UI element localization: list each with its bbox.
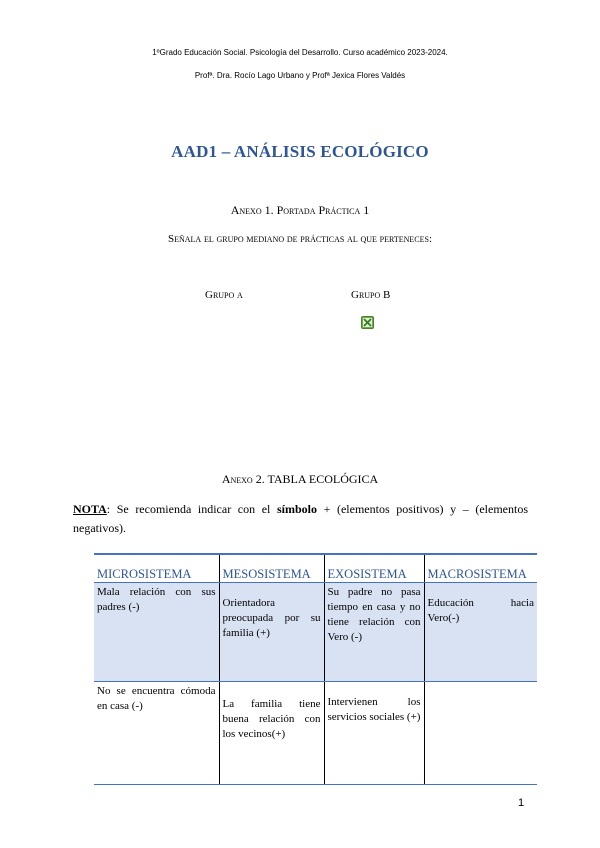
- annex1-heading: Anexo 1. Portada Práctica 1: [230, 203, 370, 217]
- table-cell: No se encuentra cómoda en casa (-): [94, 682, 219, 785]
- note-text-1: : Se recomienda indicar con el: [106, 502, 277, 516]
- page-number: 1: [518, 797, 525, 809]
- note-paragraph: [73, 500, 528, 538]
- header-mesosistema: MESOSISTEMA: [219, 554, 324, 583]
- annex2-label-prefix: Anexo 2.: [221, 472, 265, 486]
- group-instruction: Señala el grupo mediano de prácticas al que perteneces:: [167, 233, 433, 245]
- table-cell: La familia tiene buena relación con los vecinos(+): [219, 682, 324, 785]
- checkbox-x-icon[interactable]: [361, 316, 374, 329]
- header-line-1: 1ºGrado Educación Social. Psicología del Desarrollo. Curso académico 2023-2024.: [152, 48, 448, 57]
- table-cell: [424, 682, 537, 785]
- group-b-label: Grupo B: [351, 289, 391, 301]
- annex2-label-rest: TABLA ECOLÓGICA: [264, 472, 379, 486]
- header-line-2: Profª. Dra. Rocío Lago Urbano y Profª Jexica Flores Valdés: [194, 71, 406, 80]
- annex2-heading: [0, 472, 600, 487]
- note-label: NOTA: [73, 502, 107, 516]
- header-microsistema: MICROSISTEMA: [94, 554, 219, 583]
- header-macrosistema: MACROSISTEMA: [424, 554, 537, 583]
- document-title: AAD1 – ANÁLISIS ECOLÓGICO: [171, 142, 429, 161]
- table-row: [94, 682, 537, 785]
- ecological-table: [94, 553, 537, 785]
- table-cell: Orientadora preocupada por su familia (+): [219, 583, 324, 682]
- table-cell: Su padre no pasa tiempo en casa y no tiene relación con Vero (-): [324, 583, 424, 682]
- table-header-row: [94, 554, 537, 583]
- table-cell: Educación hacia Vero(-): [424, 583, 537, 682]
- table-cell: Mala relación con sus padres (-): [94, 583, 219, 682]
- note-text-2: + (elementos positivos) y – (elementos negativos).: [73, 502, 528, 535]
- note-bold: símbolo: [276, 502, 317, 516]
- group-a-label: Grupo a: [205, 289, 243, 301]
- table-cell: Intervienen los servicios sociales (+): [324, 682, 424, 785]
- header-exosistema: EXOSISTEMA: [324, 554, 424, 583]
- table-row: [94, 583, 537, 682]
